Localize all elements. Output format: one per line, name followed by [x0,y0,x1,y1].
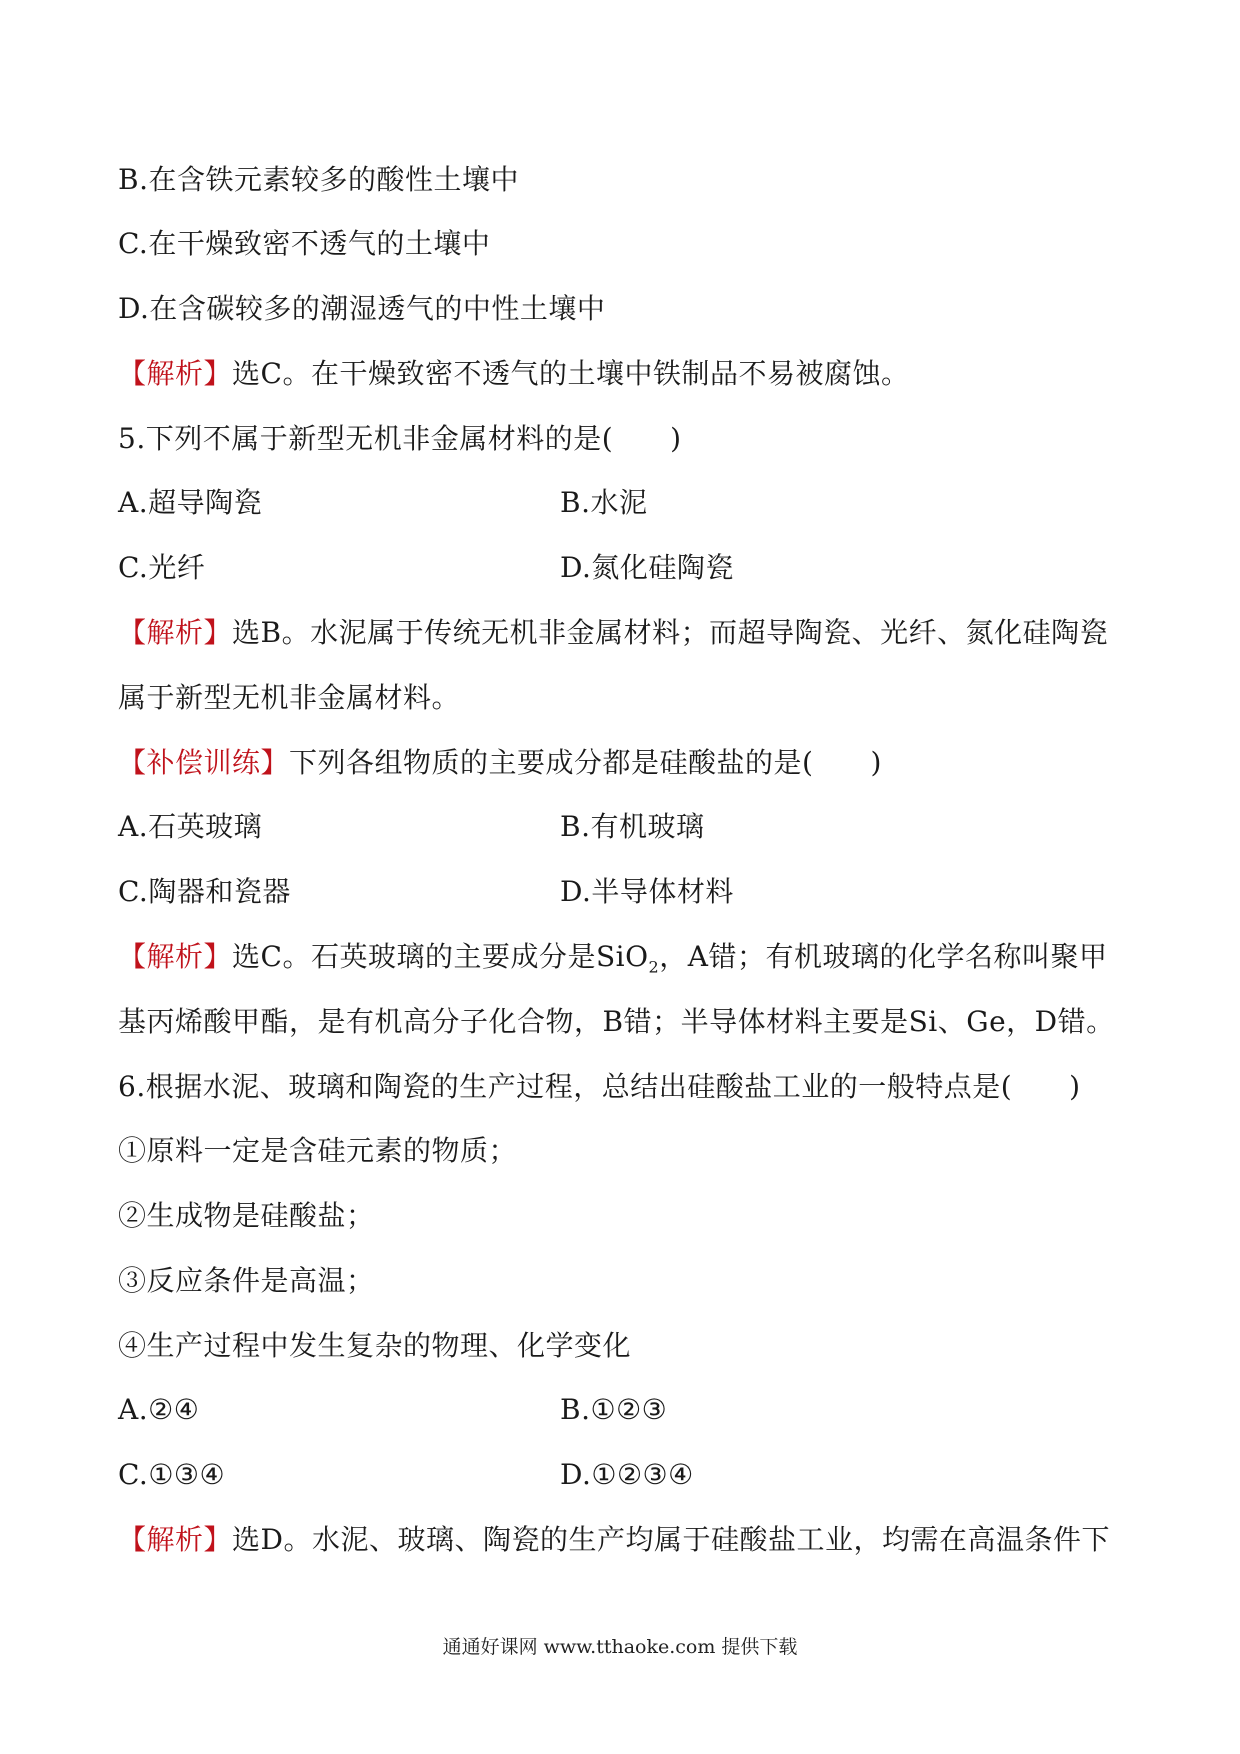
q6-stem: 6.根据水泥、玻璃和陶瓷的生产过程，总结出硅酸盐工业的一般特点是( ) [118,1070,1081,1103]
analysis-text-post: ，A错；有机玻璃的化学名称叫聚甲 [659,940,1108,973]
q6-item-4: ④生产过程中发生复杂的物理、化学变化 [118,1329,632,1362]
analysis-tag: 【解析】 [118,940,233,973]
analysis-text: 选C。在干燥致密不透气的土壤中铁制品不易被腐蚀。 [232,357,910,390]
q5-analysis-line1 [118,613,1108,653]
footer-credit: 通通好课网 www.tthaoke.com 提供下载 [442,1636,798,1658]
q4-option-d: D.在含碳较多的潮湿透气的中性土壤中 [118,292,606,325]
q6-item-1: ①原料一定是含硅元素的物质； [118,1134,518,1167]
q5-option-b: B.水泥 [560,486,648,519]
extra-option-c: C.陶器和瓷器 [118,875,291,908]
extra-option-a: A.石英玻璃 [118,810,263,843]
q4-option-c: C.在干燥致密不透气的土壤中 [118,227,491,260]
q5-option-a: A.超导陶瓷 [118,486,263,519]
q6-item-3: ③反应条件是高温； [118,1264,375,1297]
q6-option-a: A.②④ [118,1393,200,1426]
analysis-tag: 【解析】 [118,1523,233,1556]
q6-analysis [118,1520,1110,1560]
q4-analysis [118,354,909,394]
analysis-subscript: 2 [648,957,660,977]
q5-analysis-line2: 属于新型无机非金属材料。 [118,681,461,714]
extra-stem-text: 下列各组物质的主要成分都是硅酸盐的是( ) [289,746,882,779]
q6-option-d: D.①②③④ [560,1458,694,1491]
analysis-text-pre: 选C。石英玻璃的主要成分是SiO [232,940,649,973]
extra-analysis-line1 [118,937,1107,988]
q6-option-c: C.①③④ [118,1458,226,1491]
q5-option-d: D.氮化硅陶瓷 [560,551,734,584]
analysis-text: 选B。水泥属于传统无机非金属材料；而超导陶瓷、光纤、氮化硅陶瓷 [232,616,1109,649]
extra-analysis-line2: 基丙烯酸甲酯，是有机高分子化合物，B错；半导体材料主要是Si、Ge，D错。 [118,1005,1115,1038]
extra-option-d: D.半导体材料 [560,875,734,908]
extra-tag: 【补偿训练】 [118,746,290,779]
analysis-text: 选D。水泥、玻璃、陶瓷的生产均属于硅酸盐工业，均需在高温条件下 [232,1523,1110,1556]
q6-item-2: ②生成物是硅酸盐； [118,1199,375,1232]
analysis-tag: 【解析】 [118,357,233,390]
q5-option-c: C.光纤 [118,551,206,584]
q6-option-b: B.①②③ [560,1393,668,1426]
extra-option-b: B.有机玻璃 [560,810,705,843]
analysis-tag: 【解析】 [118,616,233,649]
q4-option-b: B.在含铁元素较多的酸性土壤中 [118,163,519,196]
extra-stem [118,743,882,783]
q5-stem: 5.下列不属于新型无机非金属材料的是( ) [118,422,682,455]
